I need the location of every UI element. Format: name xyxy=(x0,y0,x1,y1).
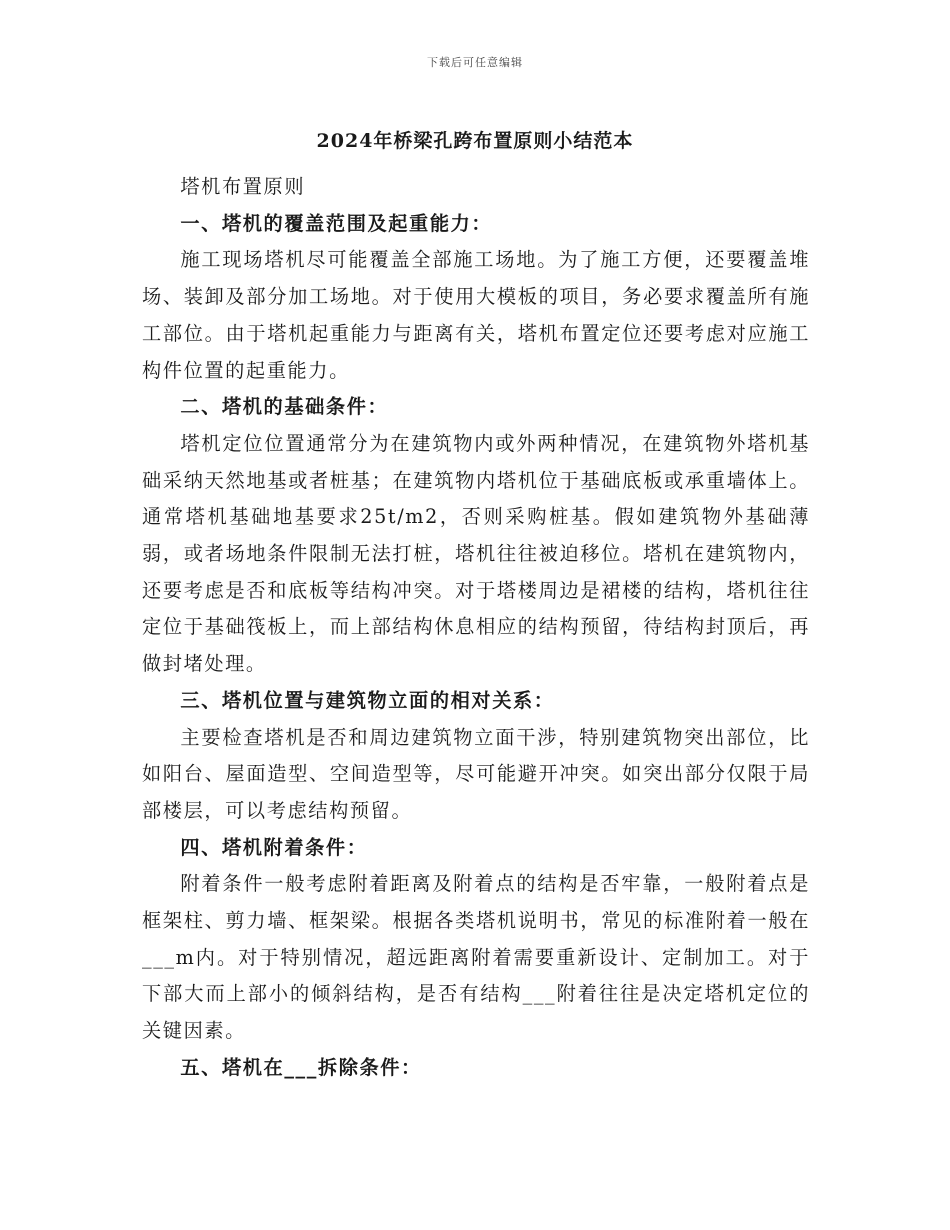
section-heading-5: 五、塔机在___拆除条件： xyxy=(180,1055,422,1079)
intro-line: 塔机布置原则 xyxy=(180,175,306,198)
document-title: 2024年桥梁孔跨布置原则小结范本 xyxy=(316,130,634,152)
section-heading-1: 一、塔机的覆盖范围及起重能力： xyxy=(180,211,493,235)
header-note: 下载后可任意编辑 xyxy=(427,56,523,69)
section-heading-3: 三、塔机位置与建筑物立面的相对关系： xyxy=(180,688,555,712)
section-heading-4: 四、塔机附着条件： xyxy=(180,835,368,859)
section-paragraph-4: 附着条件一般考虑附着距离及附着点的结构是否牢靠，一般附着点是框架柱、剪力墙、框架梁。根据各类塔机说明书，常见的标准附着一般在___m内。对于特别情况，超远距离附着需要重新设计、定制加工。对于下部大而上部小的倾斜结构，是否有结构___附着往往是决定塔机定位的关键因素。 xyxy=(142,872,810,1043)
section-paragraph-1: 施工现场塔机尽可能覆盖全部施工场地。为了施工方便，还要覆盖堆场、装卸及部分加工场地。对于使用大模板的项目，务必要求覆盖所有施工部位。由于塔机起重能力与距离有关，塔机布置定位还要考虑对应施工构件位置的起重能力。 xyxy=(142,248,810,382)
section-paragraph-3: 主要检查塔机是否和周边建筑物立面干涉，特别建筑物突出部位，比如阳台、屋面造型、空间造型等，尽可能避开冲突。如突出部分仅限于局部楼层，可以考虑结构预留。 xyxy=(142,725,810,822)
section-heading-2: 二、塔机的基础条件： xyxy=(180,395,389,419)
section-paragraph-2: 塔机定位位置通常分为在建筑物内或外两种情况，在建筑物外塔机基础采纳天然地基或者桩基；在建筑物内塔机位于基础底板或承重墙体上。通常塔机基础地基要求25t/m2，否则采购桩基。假如建筑物外基础薄弱，或者场地条件限制无法打桩，塔机往往被迫移位。塔机在建筑物内，还要考虑是否和底板等结构冲突。对于塔楼周边是裙楼的结构，塔机往往定位于基础筏板上，而上部结构休息相应的结构预留，待结构封顶后，再做封堵处理。 xyxy=(142,431,810,676)
document-body xyxy=(142,169,810,1087)
